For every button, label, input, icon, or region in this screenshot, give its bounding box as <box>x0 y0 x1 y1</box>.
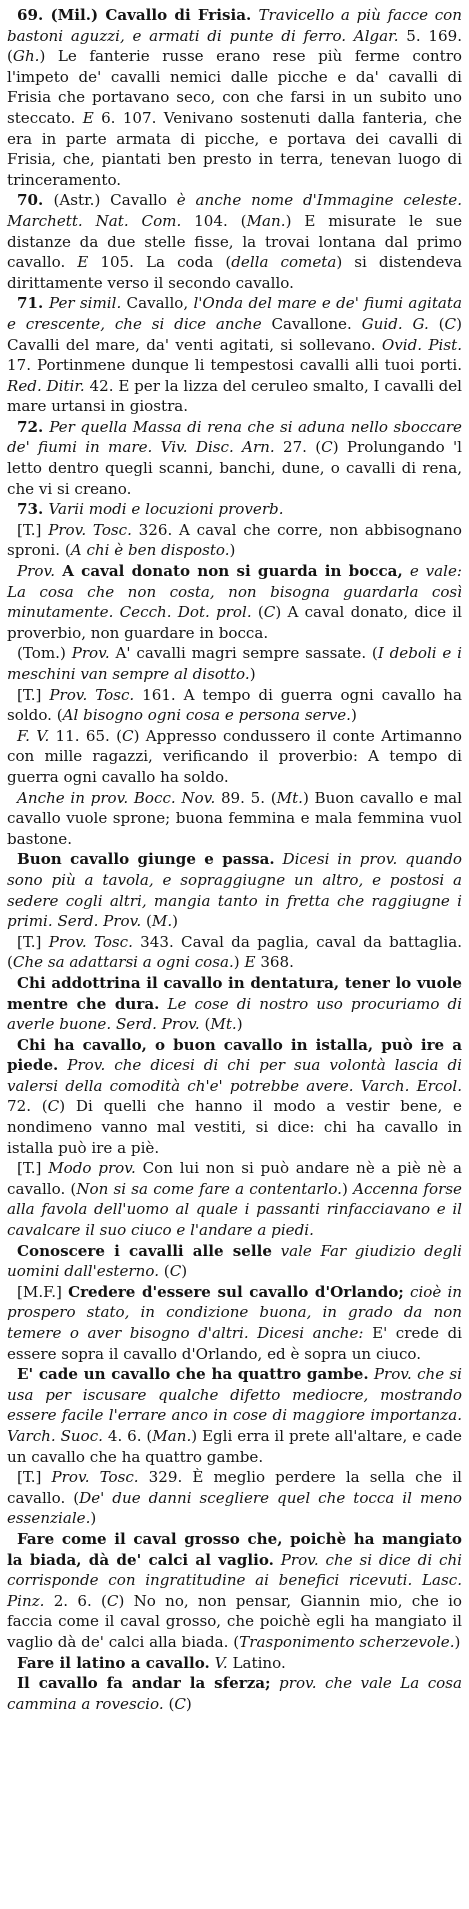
entry-italic-text: Man. <box>246 211 286 230</box>
entry-text: ) <box>172 912 179 931</box>
entry-73-caval-di-paglia <box>7 932 462 973</box>
entry-text: ( <box>141 912 152 931</box>
entry-73-latino <box>7 1653 462 1674</box>
entry-text: ) <box>236 1015 243 1034</box>
entry-73-buon-cavallo-sprone <box>7 788 462 850</box>
entry-73-f-v <box>7 726 462 788</box>
entry-73-caval-donato <box>7 561 462 643</box>
entry-headword: Buon cavallo giunge e passa. <box>17 850 275 869</box>
entry-text: 343. Caval da paglia, caval da battaglia. ( <box>7 932 462 972</box>
entry-italic-text: C <box>106 1591 119 1610</box>
entry-text: [T.] <box>17 932 49 951</box>
entry-text: 104. ( <box>181 211 247 230</box>
entry-text: 6. 107. Venivano sostenuti dalla fanteria, che era in parte armata di picche, e portava dei cavalli di Frisia, che, piantati ben presto in terra, tenevan luogo di trinceramento. <box>7 108 462 189</box>
entry-73-sferza <box>7 1673 462 1714</box>
entry-text: 5. 169. ( <box>7 26 462 66</box>
entry-italic-text: C <box>47 1097 60 1116</box>
entry-headword: 73. <box>17 500 49 519</box>
entry-text: Latino. <box>227 1653 286 1672</box>
entry-72 <box>7 417 462 499</box>
entry-73-quattro-gambe <box>7 1364 462 1467</box>
entry-italic-text: Prov. <box>71 644 110 663</box>
entry-73-cavalli-magri <box>7 643 462 684</box>
entry-text: [T.] <box>17 685 50 704</box>
entry-italic-text: C <box>263 603 276 622</box>
entry-text: ) <box>454 1632 461 1651</box>
entry-text: ) <box>90 1509 97 1528</box>
entry-italic-text: e vale: La cosa che non costa, non bisogna guardarla così minutamente. Cecch. Dot. prol. <box>7 562 462 622</box>
entry-73-caval-grosso <box>7 1529 462 1653</box>
entry-italic-text: Prov. Tosc. <box>49 685 135 704</box>
entry-text: ) Di quelli che hanno il modo a vestir bene, e nondimeno vanno mal vestiti, si dice: chi ha cavallo in istalla può ire a piè. <box>7 1097 462 1157</box>
entry-italic-text: F. V. <box>17 726 50 745</box>
entry-text: ( <box>251 603 264 622</box>
entry-text: ) <box>350 706 357 725</box>
entry-headword: Chi ha cavallo, o buon cavallo in istalla, può ire a piede. <box>7 1035 462 1075</box>
entry-text: ) Prolungando 'l letto dentro quegli scanni, banchi, dune, o cavalli di rena, che vi si creano. <box>7 438 462 498</box>
entry-text: 161. A tempo di guerra ogni cavallo ha soldo. ( <box>7 685 462 725</box>
entry-headword: Credere d'essere sul cavallo d'Orlando; <box>68 1282 404 1301</box>
entry-text: 17. Portinmene dunque li tempestosi cavalli alli tuoi porti. <box>7 356 462 375</box>
entry-73-perdere-la-sella <box>7 1467 462 1529</box>
entry-text: (Astr.) Cavallo <box>53 191 177 210</box>
entry-italic-text: E <box>82 108 94 127</box>
entry-italic-text: M. <box>151 912 173 931</box>
entry-text: ( <box>428 314 445 333</box>
entry-text: ) E misurate le sue distanze da due stelle fisse, la trovai lontana dal primo cavallo. <box>7 211 462 272</box>
entry-text: Cavallone. <box>261 314 362 333</box>
entry-headword: Fare il latino a cavallo. <box>17 1653 210 1672</box>
entry-73-tempo-di-guerra <box>7 685 462 726</box>
entry-italic-text: C <box>174 1694 186 1713</box>
entry-text: ) <box>181 1262 188 1281</box>
entry-italic-text: A chi è ben disposto. <box>70 541 230 560</box>
entry-text: 368. <box>255 953 294 972</box>
entry-italic-text: Ovid. Pist. <box>381 335 462 354</box>
entry-headword: 71. <box>17 294 50 313</box>
entry-italic-text: Varii modi e locuzioni proverb. <box>48 500 284 519</box>
entry-headword: 70. <box>17 191 54 210</box>
entry-italic-text: Prov. <box>17 562 55 581</box>
entry-headword: E' cade un cavallo che ha quattro gambe. <box>17 1365 369 1384</box>
entry-text: ) si distendeva dirittamente verso il secondo cavallo. <box>7 253 462 292</box>
entry-text: 326. A caval che corre, non abbisognano sproni. ( <box>7 520 462 560</box>
entry-text: ( <box>163 1694 175 1713</box>
entry-italic-text: E <box>77 253 89 272</box>
entry-italic-text: Guid. G. <box>361 314 429 333</box>
entry-text: 72. ( <box>7 1097 48 1116</box>
entry-text: ) Buon cavallo e mal cavallo vuole sprone; buona femmina e mala femmina vuol bastone. <box>7 788 462 848</box>
entry-italic-text: Mt. <box>276 788 303 807</box>
entry-text: ) <box>249 665 256 683</box>
entry-text: [ <box>17 520 23 539</box>
entry-text: ) A caval donato, dice il proverbio, non guardare in bocca. <box>7 603 462 642</box>
entry-text: ) No no, non pensar, Giannin mio, che io faccia come il caval grosso, che poichè egli ha mangiato il vaglio dà de' calci alla biada. ( <box>7 1591 462 1651</box>
entry-italic-text: Per simil. <box>49 294 122 313</box>
entry-italic-text: C <box>122 726 134 745</box>
entry-text: A' cavalli magri sempre sassate. ( <box>109 644 378 663</box>
entry-text: 2. 6. ( <box>44 1591 107 1610</box>
entry-italic-text: Mt. <box>210 1015 237 1034</box>
entry-text: 42. E per la lizza del ceruleo smalto, I cavalli del mare urtansi in giostra. <box>7 376 462 416</box>
entry-73-modo-prov <box>7 1158 462 1240</box>
entry-italic-text: Travicello a più facce con bastoni aguzzi, e armati di punte di ferro. Algar. <box>7 6 462 45</box>
entry-text: ) <box>229 541 236 560</box>
entry-italic-text: De' due danni scegliere quel che tocca il meno essenziale. <box>7 1488 462 1528</box>
entry-73-buon-cavallo-giunge <box>7 849 462 931</box>
entry-69 <box>7 5 462 190</box>
entry-italic-text: Prov. che si dice di chi corrisponde con ingratitudine ai benefici ricevuti. Lasc. Pinz. <box>7 1550 462 1610</box>
entry-headword: Conoscere i cavalli alle selle <box>17 1241 272 1260</box>
entry-italic-text: C <box>169 1262 182 1281</box>
entry-italic-text: Prov. Tosc. <box>48 520 132 539</box>
entry-text: [T.] <box>17 1468 52 1487</box>
entry-73-alle-selle <box>7 1241 462 1282</box>
entry-headword: A caval donato non si guarda in bocca, <box>55 562 410 581</box>
entry-italic-text: Man. <box>152 1426 192 1445</box>
entry-text: 89. 5. ( <box>215 788 277 807</box>
entry-73-caval-che-corre <box>7 520 462 561</box>
entry-text: Con lui non si può andare nè a piè nè a cavallo. ( <box>7 1159 462 1198</box>
entry-70 <box>7 190 462 293</box>
entry-headword: Chi addottrina il cavallo in dentatura, tener lo vuole mentre che dura. <box>7 973 462 1013</box>
entry-text: ) Le fanterie russe erano rese più ferme contro l'impeto de' cavalli nemici dalle picche e da' cavalli di Frisia che portavano seco, con che farsi in un subito uno steccato. <box>7 47 462 127</box>
entry-italic-text: è anche nome d'Immagine celeste. Marchett. Nat. Com. <box>7 191 462 230</box>
entry-text: 11. 65. ( <box>49 726 123 745</box>
entry-text: ( <box>199 1015 211 1034</box>
entry-italic-text: Per quella Massa di rena che si aduna nello sboccare de' fiumi in mare. Viv. Disc. Arn. <box>7 417 462 457</box>
entry-italic-text: Che sa adattarsi a ogni cosa. <box>12 953 234 972</box>
entry-text: ] <box>35 520 49 539</box>
entry-italic-text: prov. che vale La cosa cammina a rovescio. <box>7 1674 463 1713</box>
entry-text: ) <box>185 1694 192 1713</box>
entry-text: T. <box>22 520 36 539</box>
entry-italic-text: Anche in prov. Bocc. Nov. <box>17 788 216 807</box>
entry-text: E' crede di essere sopra il cavallo d'Orlando, ed è sopra un ciuco. <box>7 1324 463 1363</box>
entry-text: 4. 6. ( <box>102 1426 153 1445</box>
entry-text: [M.F.] <box>17 1282 69 1301</box>
entry-italic-text: C <box>444 314 457 333</box>
entry-text: ( <box>159 1262 170 1281</box>
entry-text: [T.] <box>17 1159 49 1178</box>
entry-text: 105. La coda ( <box>88 253 232 272</box>
entry-text: Cavallo, <box>121 294 194 313</box>
entry-italic-text: Prov. Tosc. <box>48 932 133 951</box>
entry-italic-text: E <box>244 953 256 972</box>
entry-italic-text: Trasponimento scherzevole. <box>239 1632 455 1651</box>
entry-italic-text: Accenna forse alla favola dell'uomo al quale i passanti rinfacciavano e il cavalcare il suo ciuco e l'andare a piedi. <box>7 1179 462 1240</box>
entry-headword: 69. (Mil.) Cavallo di Frisia. <box>17 6 259 24</box>
entry-italic-text: Red. Ditir. <box>7 376 85 395</box>
entry-text: 27. ( <box>274 438 322 457</box>
entry-text: ) <box>341 1179 354 1198</box>
entry-headword: 72. <box>17 417 50 436</box>
entry-text: ) Egli erra il prete all'altare, e cade un cavallo che ha quattro gambe. <box>7 1426 462 1466</box>
entry-text: ) Cavalli del mare, da' venti agitati, si sollevano. <box>7 314 462 354</box>
entry-italic-text: Al bisogno ogni cosa e persona serve. <box>62 706 351 725</box>
entry-text: (Tom.) <box>17 644 72 663</box>
entry-headword: Il cavallo fa andar la sferza; <box>17 1674 271 1693</box>
entry-text: ) Appresso condussero il conte Artimanno con mille ragazzi, verificando il proverbio: A tempo di guerra ogni cavallo ha soldo. <box>7 726 462 786</box>
entry-italic-text: C <box>321 438 333 457</box>
entry-italic-text: Dicesi in prov. quando sono più a tavola, e sopraggiugne un altro, e postosi a sedere cogli altri, mangia tanto in fretta che raggiugne i primi. Serd. Prov. <box>7 850 462 931</box>
entry-headword: Fare come il caval grosso che, poichè ha mangiato la biada, dà de' calci al vaglio. <box>7 1529 462 1569</box>
entry-italic-text: Prov. che si usa per iscusare qualche difetto mediocre, mostrando essere facile l'errare anco in cose di maggiore importanza. Varch. Suoc. <box>7 1365 462 1445</box>
entry-text: ) <box>233 953 245 972</box>
entry-italic-text: Le cose di nostro uso procuriamo di averle buone. Serd. Prov. <box>7 994 462 1034</box>
entry-italic-text: Non si sa come fare a contentarlo. <box>76 1179 342 1198</box>
entry-italic-text: V. <box>214 1653 228 1672</box>
entry-73-cavallo-d-orlando <box>7 1282 462 1364</box>
entry-73-addottrina <box>7 973 462 1035</box>
entry-italic-text: Gh. <box>12 47 40 66</box>
entry-italic-text: Modo prov. <box>48 1159 136 1178</box>
entry-italic-text: cioè in prospero stato, in condizione buona, in grado da non temere o aver bisogno d'altri. Dicesi anche: <box>7 1282 463 1342</box>
entry-italic-text: Prov. che dicesi di chi per sua volontà lascia di valersi della comodità ch'e' potrebbe avere. Varch. Ercol. <box>7 1056 462 1095</box>
entry-italic-text: I deboli e i meschini van sempre al disotto. <box>7 644 462 683</box>
entry-73-chi-ha-cavallo <box>7 1035 462 1159</box>
entry-italic-text: della cometa <box>231 253 337 272</box>
entry-italic-text: l'Onda del mare e de' fiumi agitata e crescente, che si dice anche <box>7 294 463 333</box>
entry-73 <box>7 499 462 520</box>
entry-text: 329. È meglio perdere la sella che il cavallo. ( <box>7 1468 462 1507</box>
entry-italic-text: Prov. Tosc. <box>51 1468 139 1487</box>
entry-italic-text: vale Far giudizio degli uomini dall'esterno. <box>7 1241 462 1281</box>
entry-71 <box>7 293 462 417</box>
